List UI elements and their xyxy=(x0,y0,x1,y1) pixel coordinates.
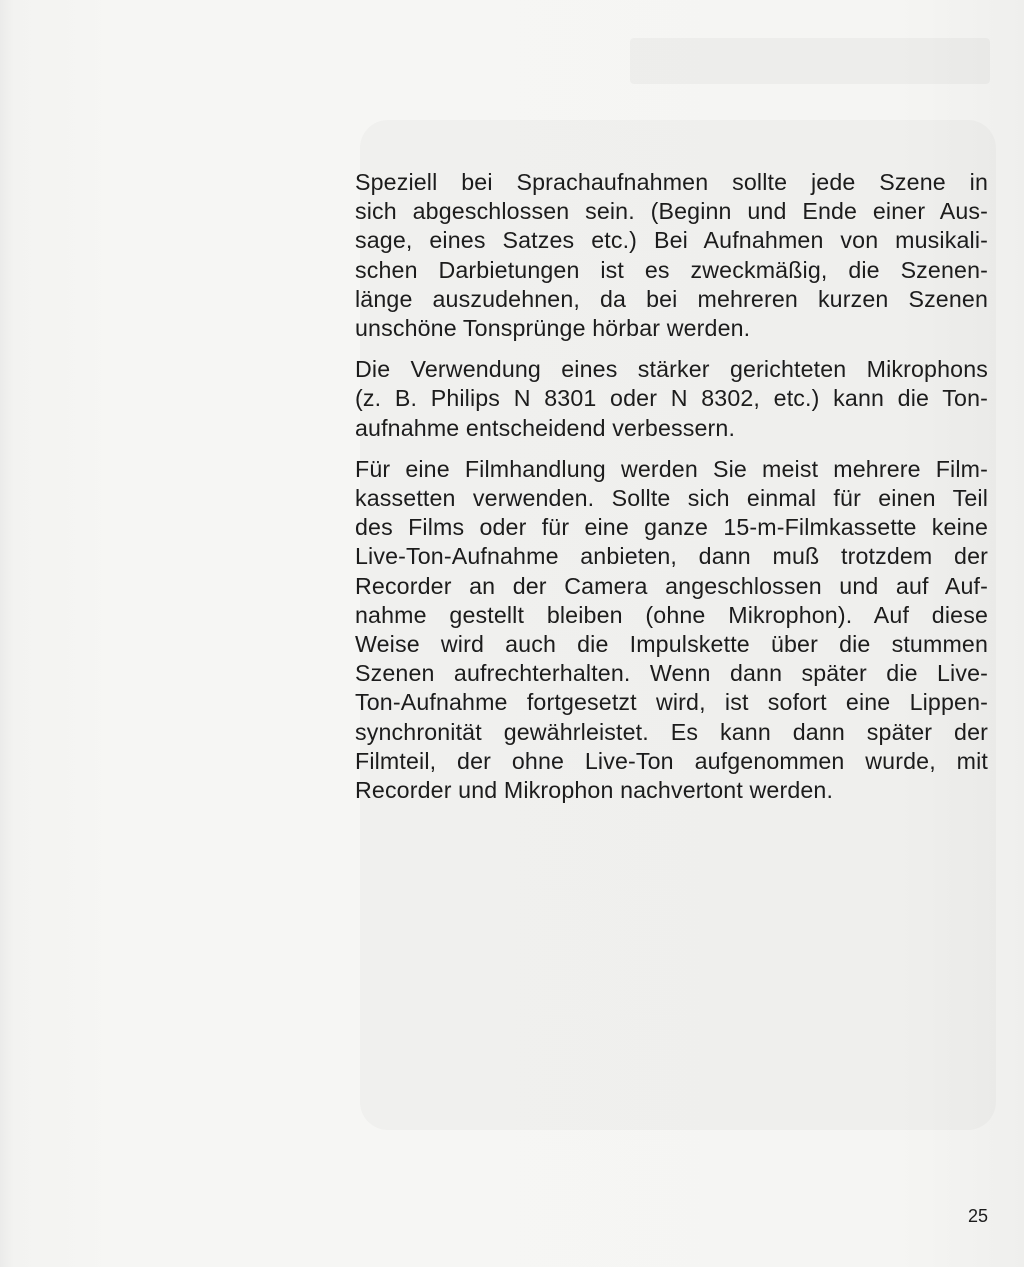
text-line: (z. B. Philips N 8301 oder N 8302, etc.) kann die Ton- xyxy=(355,385,988,412)
text-line: schen Darbietungen ist es zweckmäßig, die Szenen- xyxy=(355,256,988,283)
text-line: Für eine Filmhandlung werden Sie meist mehrere Film- xyxy=(355,455,988,482)
text-line: sage, eines Satzes etc.) Bei Aufnahmen von musikali- xyxy=(355,227,988,254)
text-line: Recorder an der Camera angeschlossen und auf Auf- xyxy=(355,572,988,599)
page-number: 25 xyxy=(968,1206,989,1226)
text-line: Weise wird auch die Impulskette über die stummen xyxy=(355,631,988,658)
text-line: nahme gestellt bleiben (ohne Mikrophon). Auf diese xyxy=(355,601,988,628)
text-line: Recorder und Mikrophon nachvertont werden. xyxy=(355,777,834,804)
text-line: Ton-Aufnahme fortgesetzt wird, ist sofort eine Lippen- xyxy=(355,689,988,716)
text-line: synchronität gewährleistet. Es kann dann später der xyxy=(355,718,988,745)
body-text xyxy=(355,168,988,817)
paragraph-1 xyxy=(355,168,988,343)
text-line: aufnahme entscheidend verbessern. xyxy=(355,414,736,441)
text-line: des Films oder für eine ganze 15-m-Filmkassette keine xyxy=(355,514,988,541)
text-line: länge auszudehnen, da bei mehreren kurzen Szenen xyxy=(355,285,988,312)
text-line: kassetten verwenden. Sollte sich einmal für einen Teil xyxy=(355,485,988,512)
text-line: sich abgeschlossen sein. (Beginn und Ende einer Aus- xyxy=(355,198,988,225)
text-line: Live-Ton-Aufnahme anbieten, dann muß trotzdem der xyxy=(355,543,988,570)
text-line: Filmteil, der ohne Live-Ton aufgenommen wurde, mit xyxy=(355,747,988,774)
text-line: Die Verwendung eines stärker gerichteten Mikrophons xyxy=(355,356,988,383)
bleed-through-heading xyxy=(630,38,990,84)
paragraph-2 xyxy=(355,355,988,443)
text-line: Szenen aufrechterhalten. Wenn dann später die Live- xyxy=(355,660,988,687)
text-line: unschöne Tonsprünge hörbar werden. xyxy=(355,315,751,342)
paragraph-3 xyxy=(355,455,988,805)
text-line: Speziell bei Sprachaufnahmen sollte jede Szene in xyxy=(355,169,988,195)
